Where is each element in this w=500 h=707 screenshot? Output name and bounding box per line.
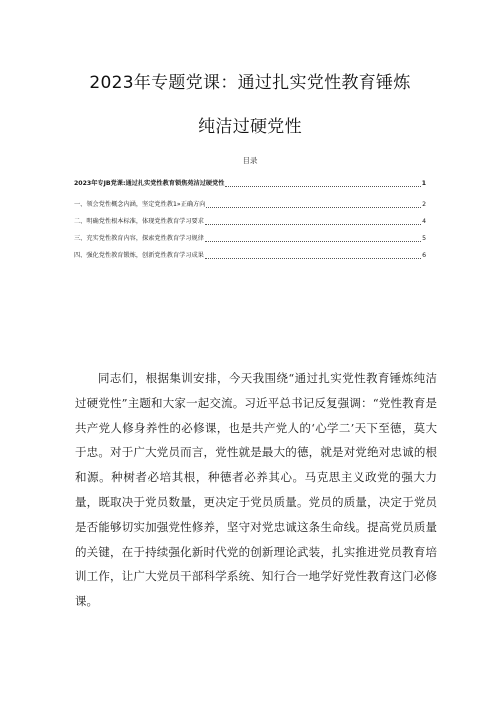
toc-entry-text: 四、强化党性教育锻炼，创新党性教育学习成果: [74, 252, 204, 259]
toc-leader-dots: [205, 258, 421, 259]
toc-leader-dots: [206, 207, 421, 208]
toc-entry-page: 1: [421, 180, 426, 187]
toc-entry-text: 二、明确党性根本标准，体现党性教育学习要求: [74, 218, 204, 225]
toc-entry-text: 一、领会党性概念内涵，坚定党性教1»正确方向: [74, 201, 206, 208]
toc-entry[interactable]: [74, 235, 426, 243]
toc-entry[interactable]: [74, 180, 426, 188]
toc-entry[interactable]: [74, 252, 426, 260]
document-title-line-1: 2023年专题党课：通过扎实党性教育锤炼: [89, 73, 411, 93]
toc-entry[interactable]: [74, 201, 426, 209]
table-of-contents: [74, 180, 426, 269]
toc-entry-page: 5: [422, 235, 426, 242]
toc-entry[interactable]: [74, 218, 426, 226]
toc-leader-dots: [205, 241, 421, 242]
toc-entry-page: 4: [422, 218, 426, 225]
body-paragraph: 同志们，根据集训安排，今天我围绕“通过扎实党性教育锤炼纯洁过硬党性”主题和大家一起交流。习近平总书记反复强调：“党性教育是共产党人修身养性的必修课，也是共产党人的‘心学二’天下至德，莫大于忠。对于广大党员而言，党性就是最大的德，就是对党绝对忠诚的根和源。种树者必培其根，种德者必养其心。马克思主义政党的强大力量，既取决于党员数量，更决定于党员质量。党员的质量，决定于党员是否能够切实加强党性修养，坚守对党忠诚这条生命线。提高党员质量的关键，在于持续强化新时代党的创新理论武装，扎实推进党员教育培训工作，让广大党员干部科学系统、知行合一地学好党性教育这门必修课。: [75, 371, 437, 609]
document-title-line-2: 纯洁过硬党性: [198, 117, 302, 137]
toc-entry-page: 2: [422, 201, 426, 208]
toc-entry-text: 三、充实党性教育内容，探索党性教育学习规律: [74, 235, 204, 242]
toc-leader-dots: [205, 224, 421, 225]
toc-leader-dots: [225, 186, 420, 187]
body-text: [75, 366, 437, 614]
toc-entry-text: 2023年专JB党课:通过扎实党性教育锁焦苑洁过硬党性: [74, 180, 225, 187]
toc-entry-page: 6: [422, 252, 426, 259]
toc-heading: 目录: [242, 156, 258, 165]
